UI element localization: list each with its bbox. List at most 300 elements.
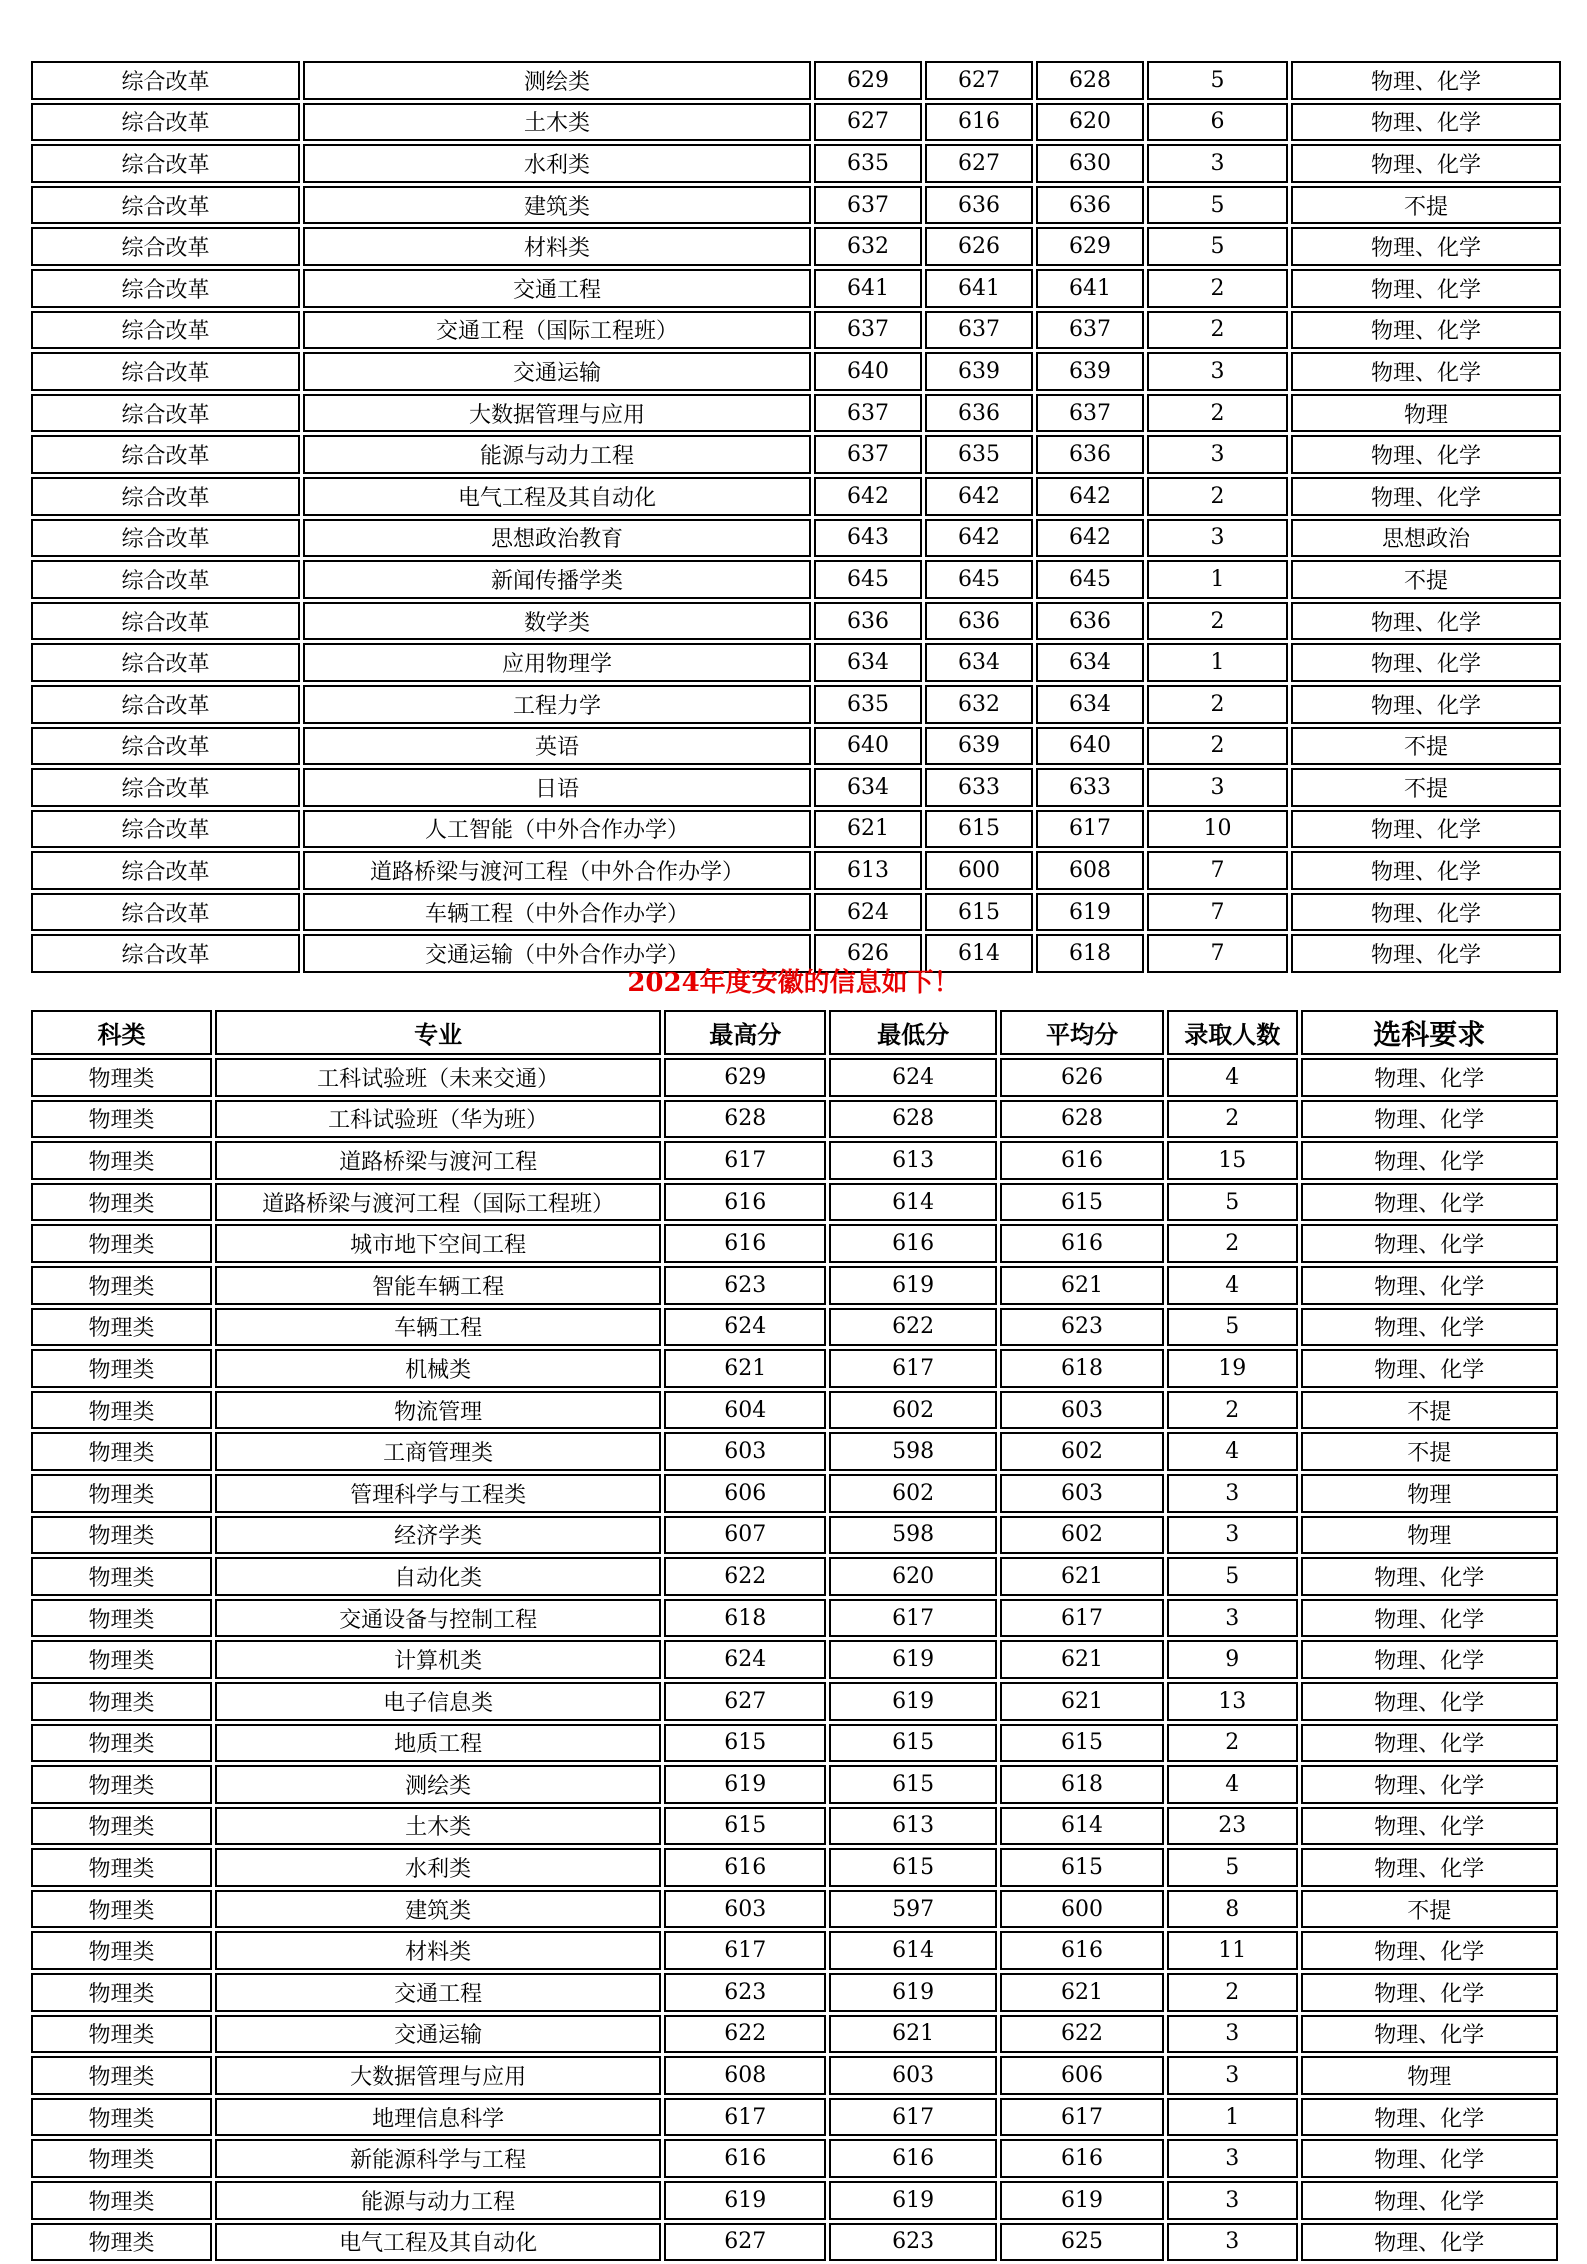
cell-major: 地质工程 [215,1724,661,1763]
cell-admitted-count: 3 [1167,2181,1298,2220]
cell-avg-score: 636 [1036,435,1144,474]
cell-max-score: 616 [664,1848,826,1887]
cell-min-score: 615 [829,1724,997,1763]
cell-category: 综合改革 [31,685,300,724]
cell-max-score: 615 [664,1724,826,1763]
cell-subject-requirement: 物理、化学 [1291,851,1561,890]
table-row [31,2139,1558,2178]
cell-avg-score: 637 [1036,311,1144,350]
cell-major: 材料类 [215,1931,661,1970]
cell-max-score: 629 [814,61,922,100]
cell-avg-score: 614 [1000,1807,1164,1846]
cell-avg-score: 626 [1000,1058,1164,1097]
cell-admitted-count: 2 [1147,394,1288,433]
cell-admitted-count: 7 [1147,893,1288,932]
cell-subject-requirement: 物理、化学 [1301,1931,1558,1970]
cell-admitted-count: 5 [1167,1308,1298,1347]
cell-avg-score: 620 [1036,103,1144,142]
cell-category: 物理类 [31,2056,212,2095]
table-row [31,519,1561,558]
cell-major: 思想政治教育 [303,519,811,558]
cell-category: 综合改革 [31,810,300,849]
cell-max-score: 628 [664,1100,826,1139]
table-row [31,1432,1558,1471]
table-row [31,352,1561,391]
table-row [31,311,1561,350]
cell-avg-score: 618 [1000,1349,1164,1388]
header-avg-score: 平均分 [1000,1010,1164,1055]
cell-avg-score: 641 [1036,269,1144,308]
header-category: 科类 [31,1010,212,1055]
cell-major: 测绘类 [215,1765,661,1804]
cell-max-score: 621 [664,1349,826,1388]
cell-subject-requirement: 物理、化学 [1301,2181,1558,2220]
cell-subject-requirement: 不提 [1291,768,1561,807]
cell-category: 物理类 [31,1349,212,1388]
cell-major: 新闻传播学类 [303,560,811,599]
cell-category: 物理类 [31,2015,212,2054]
cell-admitted-count: 3 [1167,2139,1298,2178]
cell-min-score: 622 [829,1308,997,1347]
cell-avg-score: 618 [1036,934,1144,973]
table-row [31,602,1561,641]
cell-category: 综合改革 [31,269,300,308]
cell-avg-score: 617 [1000,1599,1164,1638]
cell-avg-score: 637 [1036,394,1144,433]
cell-admitted-count: 3 [1167,1474,1298,1513]
cell-category: 综合改革 [31,477,300,516]
table-row [31,394,1561,433]
cell-major: 应用物理学 [303,643,811,682]
cell-subject-requirement: 物理、化学 [1291,103,1561,142]
cell-max-score: 627 [664,1682,826,1721]
anhui-2024-scores-table [28,1007,1561,2264]
cell-subject-requirement: 物理、化学 [1291,602,1561,641]
cell-major: 土木类 [215,1807,661,1846]
table-row [31,727,1561,766]
cell-avg-score: 617 [1036,810,1144,849]
cell-avg-score: 618 [1000,1765,1164,1804]
cell-subject-requirement: 物理、化学 [1291,227,1561,266]
cell-admitted-count: 3 [1147,144,1288,183]
cell-major: 自动化类 [215,1557,661,1596]
cell-avg-score: 623 [1000,1308,1164,1347]
table-row [31,144,1561,183]
cell-admitted-count: 4 [1167,1058,1298,1097]
cell-admitted-count: 5 [1147,186,1288,225]
cell-admitted-count: 5 [1167,1557,1298,1596]
cell-major: 电气工程及其自动化 [215,2223,661,2262]
cell-category: 物理类 [31,1724,212,1763]
cell-avg-score: 615 [1000,1724,1164,1763]
cell-subject-requirement: 物理、化学 [1301,2015,1558,2054]
cell-max-score: 634 [814,643,922,682]
cell-major: 工商管理类 [215,1432,661,1471]
table-row [31,2098,1558,2137]
cell-category: 物理类 [31,1931,212,1970]
cell-subject-requirement: 物理、化学 [1301,1807,1558,1846]
cell-subject-requirement: 物理、化学 [1301,1682,1558,1721]
cell-major: 能源与动力工程 [303,435,811,474]
cell-min-score: 627 [925,144,1033,183]
table-row [31,1100,1558,1139]
cell-admitted-count: 3 [1147,519,1288,558]
cell-min-score: 627 [925,61,1033,100]
cell-category: 综合改革 [31,893,300,932]
cell-major: 车辆工程 [215,1308,661,1347]
table-row [31,1765,1558,1804]
cell-subject-requirement: 物理、化学 [1301,1266,1558,1305]
cell-min-score: 645 [925,560,1033,599]
cell-max-score: 642 [814,477,922,516]
cell-category: 综合改革 [31,311,300,350]
cell-max-score: 624 [814,893,922,932]
cell-major: 工科试验班（华为班） [215,1100,661,1139]
cell-category: 物理类 [31,1266,212,1305]
cell-max-score: 619 [664,2181,826,2220]
table-row [31,227,1561,266]
header-admitted-count: 录取人数 [1167,1010,1298,1055]
cell-subject-requirement: 物理、化学 [1291,893,1561,932]
cell-min-score: 616 [829,2139,997,2178]
cell-subject-requirement: 物理、化学 [1301,1058,1558,1097]
cell-subject-requirement: 不提 [1291,727,1561,766]
cell-subject-requirement: 物理、化学 [1301,1141,1558,1180]
cell-category: 综合改革 [31,934,300,973]
cell-max-score: 617 [664,1931,826,1970]
cell-subject-requirement: 物理、化学 [1301,1100,1558,1139]
cell-major: 物流管理 [215,1391,661,1430]
cell-avg-score: 642 [1036,477,1144,516]
table-row [31,1308,1558,1347]
cell-min-score: 642 [925,519,1033,558]
cell-avg-score: 622 [1000,2015,1164,2054]
cell-admitted-count: 5 [1147,227,1288,266]
cell-max-score: 627 [664,2223,826,2262]
table-row [31,1474,1558,1513]
cell-subject-requirement: 物理、化学 [1291,810,1561,849]
cell-major: 管理科学与工程类 [215,1474,661,1513]
cell-admitted-count: 3 [1167,1599,1298,1638]
cell-min-score: 598 [829,1432,997,1471]
cell-major: 工科试验班（未来交通） [215,1058,661,1097]
cell-subject-requirement: 思想政治 [1291,519,1561,558]
cell-min-score: 621 [829,2015,997,2054]
cell-category: 物理类 [31,1391,212,1430]
cell-category: 综合改革 [31,602,300,641]
cell-major: 交通工程 [215,1973,661,2012]
cell-avg-score: 619 [1036,893,1144,932]
cell-min-score: 619 [829,1640,997,1679]
cell-category: 物理类 [31,1516,212,1555]
cell-admitted-count: 2 [1147,269,1288,308]
cell-subject-requirement: 物理 [1291,394,1561,433]
cell-min-score: 634 [925,643,1033,682]
cell-major: 交通运输（中外合作办学） [303,934,811,973]
cell-min-score: 626 [925,227,1033,266]
cell-min-score: 615 [925,893,1033,932]
cell-admitted-count: 3 [1167,2015,1298,2054]
cell-category: 物理类 [31,1640,212,1679]
cell-min-score: 636 [925,394,1033,433]
cell-admitted-count: 2 [1167,1100,1298,1139]
cell-avg-score: 634 [1036,643,1144,682]
cell-max-score: 637 [814,394,922,433]
cell-subject-requirement: 物理、化学 [1301,2098,1558,2137]
table-row [31,1973,1558,2012]
cell-category: 物理类 [31,1599,212,1638]
table-row [31,1599,1558,1638]
table-row [31,2181,1558,2220]
cell-major: 经济学类 [215,1516,661,1555]
cell-category: 物理类 [31,1848,212,1887]
cell-admitted-count: 13 [1167,1682,1298,1721]
cell-subject-requirement: 物理、化学 [1301,1224,1558,1263]
cell-major: 交通运输 [303,352,811,391]
cell-max-score: 613 [814,851,922,890]
cell-min-score: 598 [829,1516,997,1555]
cell-min-score: 624 [829,1058,997,1097]
cell-min-score: 615 [925,810,1033,849]
cell-max-score: 640 [814,727,922,766]
cell-subject-requirement: 不提 [1301,1890,1558,1929]
table-row [31,186,1561,225]
cell-admitted-count: 1 [1167,2098,1298,2137]
cell-category: 物理类 [31,1183,212,1222]
cell-category: 综合改革 [31,227,300,266]
cell-major: 机械类 [215,1349,661,1388]
table-row [31,1349,1558,1388]
cell-admitted-count: 23 [1167,1807,1298,1846]
cell-category: 综合改革 [31,144,300,183]
cell-category: 物理类 [31,1141,212,1180]
cell-category: 综合改革 [31,851,300,890]
cell-avg-score: 616 [1000,1224,1164,1263]
cell-avg-score: 615 [1000,1848,1164,1887]
cell-admitted-count: 2 [1167,1391,1298,1430]
cell-max-score: 617 [664,1141,826,1180]
cell-admitted-count: 3 [1167,2056,1298,2095]
cell-subject-requirement: 物理 [1301,1474,1558,1513]
cell-major: 数学类 [303,602,811,641]
table-row [31,1724,1558,1763]
cell-avg-score: 621 [1000,1973,1164,2012]
cell-admitted-count: 2 [1147,602,1288,641]
cell-min-score: 617 [829,1349,997,1388]
cell-admitted-count: 6 [1147,103,1288,142]
table-row [31,1516,1558,1555]
cell-max-score: 604 [664,1391,826,1430]
cell-min-score: 614 [925,934,1033,973]
cell-subject-requirement: 物理、化学 [1301,1848,1558,1887]
cell-major: 测绘类 [303,61,811,100]
cell-avg-score: 621 [1000,1682,1164,1721]
cell-min-score: 616 [829,1224,997,1263]
cell-admitted-count: 4 [1167,1432,1298,1471]
cell-max-score: 635 [814,685,922,724]
cell-admitted-count: 7 [1147,934,1288,973]
table-row [31,1931,1558,1970]
cell-avg-score: 619 [1000,2181,1164,2220]
cell-subject-requirement: 物理、化学 [1291,144,1561,183]
table-row [31,893,1561,932]
cell-category: 物理类 [31,1308,212,1347]
cell-max-score: 626 [814,934,922,973]
cell-subject-requirement: 物理、化学 [1291,311,1561,350]
cell-admitted-count: 19 [1167,1349,1298,1388]
table-row [31,269,1561,308]
cell-avg-score: 629 [1036,227,1144,266]
cell-major: 道路桥梁与渡河工程 [215,1141,661,1180]
cell-major: 大数据管理与应用 [215,2056,661,2095]
cell-min-score: 615 [829,1765,997,1804]
cell-max-score: 641 [814,269,922,308]
table-row [31,560,1561,599]
cell-max-score: 629 [664,1058,826,1097]
cell-max-score: 617 [664,2098,826,2137]
cell-avg-score: 603 [1000,1474,1164,1513]
cell-major: 建筑类 [215,1890,661,1929]
cell-min-score: 615 [829,1848,997,1887]
cell-category: 物理类 [31,1100,212,1139]
table-row [31,685,1561,724]
cell-subject-requirement: 不提 [1291,560,1561,599]
cell-subject-requirement: 物理、化学 [1301,2223,1558,2262]
cell-category: 物理类 [31,1557,212,1596]
cell-admitted-count: 2 [1147,477,1288,516]
cell-min-score: 620 [829,1557,997,1596]
table-row [31,1391,1558,1430]
cell-min-score: 600 [925,851,1033,890]
cell-major: 材料类 [303,227,811,266]
cell-min-score: 614 [829,1183,997,1222]
cell-subject-requirement: 物理、化学 [1301,1640,1558,1679]
table-row [31,103,1561,142]
cell-max-score: 637 [814,311,922,350]
cell-min-score: 614 [829,1931,997,1970]
cell-major: 城市地下空间工程 [215,1224,661,1263]
cell-avg-score: 621 [1000,1640,1164,1679]
cell-min-score: 639 [925,352,1033,391]
cell-max-score: 603 [664,1432,826,1471]
cell-min-score: 617 [829,1599,997,1638]
cell-min-score: 597 [829,1890,997,1929]
cell-max-score: 618 [664,1599,826,1638]
cell-max-score: 616 [664,1183,826,1222]
cell-subject-requirement: 不提 [1301,1432,1558,1471]
cell-category: 物理类 [31,1474,212,1513]
cell-major: 水利类 [215,1848,661,1887]
cell-subject-requirement: 物理、化学 [1301,1973,1558,2012]
cell-major: 智能车辆工程 [215,1266,661,1305]
cell-max-score: 615 [664,1807,826,1846]
cell-max-score: 616 [664,1224,826,1263]
cell-admitted-count: 3 [1167,1516,1298,1555]
cell-avg-score: 639 [1036,352,1144,391]
table-row [31,1183,1558,1222]
cell-subject-requirement: 物理、化学 [1301,1599,1558,1638]
cell-min-score: 635 [925,435,1033,474]
cell-min-score: 617 [829,2098,997,2137]
cell-major: 交通运输 [215,2015,661,2054]
cell-subject-requirement: 物理、化学 [1291,685,1561,724]
cell-major: 英语 [303,727,811,766]
header-row [31,1010,1558,1055]
cell-major: 建筑类 [303,186,811,225]
cell-admitted-count: 5 [1147,61,1288,100]
cell-admitted-count: 2 [1147,685,1288,724]
cell-subject-requirement: 物理、化学 [1301,1183,1558,1222]
cell-max-score: 637 [814,435,922,474]
section-title: 2024年度安徽的信息如下！ [627,968,960,998]
cell-avg-score: 621 [1000,1557,1164,1596]
table-row [31,1557,1558,1596]
cell-subject-requirement: 物理、化学 [1301,1557,1558,1596]
table-row [31,1890,1558,1929]
cell-admitted-count: 7 [1147,851,1288,890]
cell-subject-requirement: 物理、化学 [1301,2139,1558,2178]
table-row [31,2223,1558,2262]
cell-admitted-count: 4 [1167,1266,1298,1305]
cell-major: 计算机类 [215,1640,661,1679]
cell-max-score: 635 [814,144,922,183]
cell-category: 物理类 [31,2181,212,2220]
cell-category: 综合改革 [31,61,300,100]
cell-max-score: 640 [814,352,922,391]
cell-avg-score: 600 [1000,1890,1164,1929]
cell-avg-score: 606 [1000,2056,1164,2095]
cell-admitted-count: 8 [1167,1890,1298,1929]
cell-avg-score: 602 [1000,1432,1164,1471]
cell-min-score: 636 [925,186,1033,225]
cell-admitted-count: 5 [1167,1183,1298,1222]
cell-category: 综合改革 [31,727,300,766]
cell-category: 物理类 [31,1973,212,2012]
table-row [31,435,1561,474]
cell-major: 交通工程（国际工程班） [303,311,811,350]
cell-major: 地理信息科学 [215,2098,661,2137]
cell-admitted-count: 3 [1167,2223,1298,2262]
cell-category: 物理类 [31,1224,212,1263]
cell-major: 车辆工程（中外合作办学） [303,893,811,932]
cell-max-score: 622 [664,2015,826,2054]
table-row [31,1640,1558,1679]
cell-admitted-count: 2 [1147,311,1288,350]
cell-admitted-count: 5 [1167,1848,1298,1887]
cell-max-score: 637 [814,186,922,225]
cell-avg-score: 628 [1036,61,1144,100]
cell-max-score: 616 [664,2139,826,2178]
cell-min-score: 641 [925,269,1033,308]
table-row [31,1807,1558,1846]
cell-avg-score: 603 [1000,1391,1164,1430]
cell-major: 工程力学 [303,685,811,724]
cell-min-score: 642 [925,477,1033,516]
cell-min-score: 603 [829,2056,997,2095]
cell-subject-requirement: 物理、化学 [1301,1308,1558,1347]
cell-major: 电子信息类 [215,1682,661,1721]
cell-major: 道路桥梁与渡河工程（中外合作办学） [303,851,811,890]
cell-category: 物理类 [31,2098,212,2137]
cell-max-score: 643 [814,519,922,558]
cell-avg-score: 621 [1000,1266,1164,1305]
cell-major: 交通设备与控制工程 [215,1599,661,1638]
table-row [31,2015,1558,2054]
cell-category: 物理类 [31,2139,212,2178]
cell-major: 土木类 [303,103,811,142]
cell-major: 新能源科学与工程 [215,2139,661,2178]
table-row [31,1848,1558,1887]
